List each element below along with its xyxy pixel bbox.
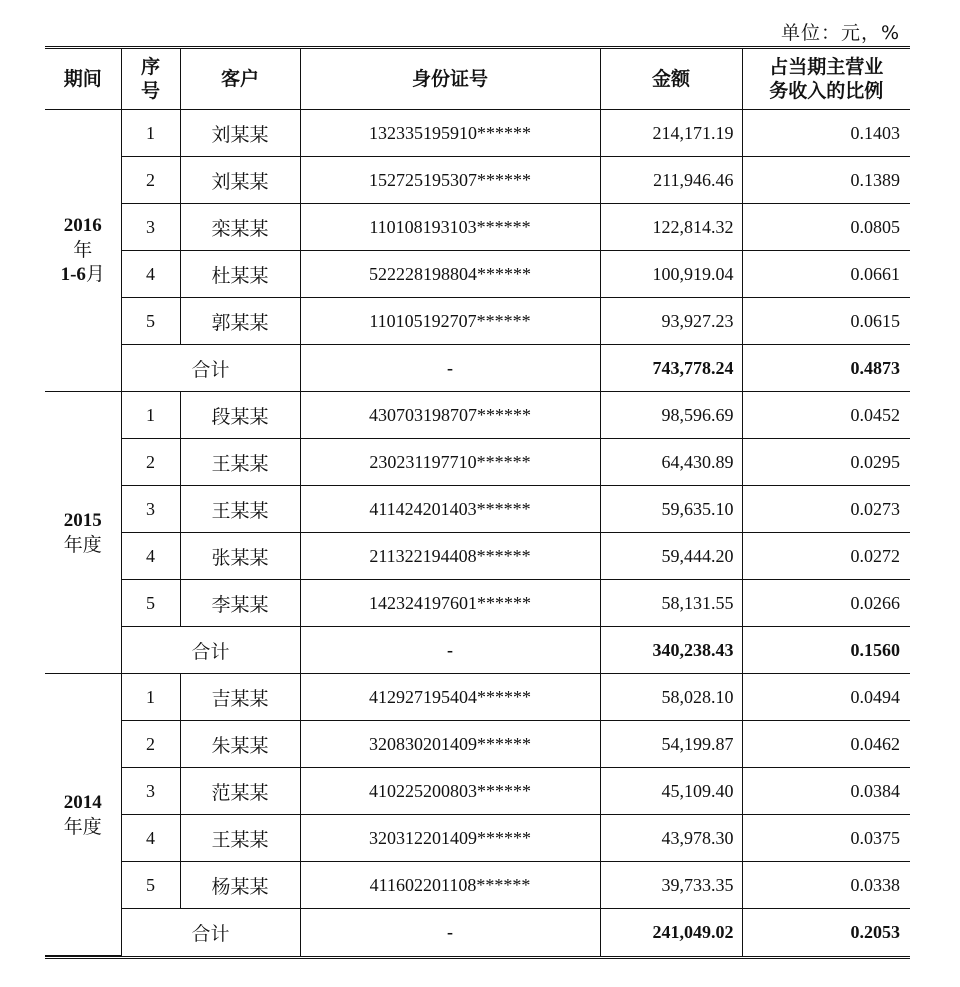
table-row bbox=[45, 110, 910, 157]
customer-name: 段某某 bbox=[180, 392, 300, 439]
ratio: 0.0805 bbox=[742, 204, 910, 251]
amount: 58,131.55 bbox=[600, 580, 742, 627]
period-year-suffix: 年 bbox=[73, 239, 93, 261]
amount: 214,171.19 bbox=[600, 110, 742, 157]
ratio: 0.0295 bbox=[742, 439, 910, 486]
table-row bbox=[45, 392, 910, 439]
header-index bbox=[121, 49, 180, 110]
amount: 43,978.30 bbox=[600, 815, 742, 862]
id-number: 132335195910****** bbox=[300, 110, 600, 157]
amount: 54,199.87 bbox=[600, 721, 742, 768]
total-label: 合计 bbox=[121, 627, 300, 674]
row-index: 3 bbox=[121, 204, 180, 251]
total-amount: 241,049.02 bbox=[600, 909, 742, 956]
amount: 211,946.46 bbox=[600, 157, 742, 204]
ratio: 0.0384 bbox=[742, 768, 910, 815]
total-ratio: 0.1560 bbox=[742, 627, 910, 674]
customer-name: 杜某某 bbox=[180, 251, 300, 298]
total-id-placeholder: - bbox=[300, 345, 600, 392]
id-number: 152725195307****** bbox=[300, 157, 600, 204]
id-number: 142324197601****** bbox=[300, 580, 600, 627]
table-row bbox=[45, 580, 910, 627]
customer-name: 李某某 bbox=[180, 580, 300, 627]
total-ratio: 0.4873 bbox=[742, 345, 910, 392]
ratio: 0.0272 bbox=[742, 533, 910, 580]
period-cell-2016h1 bbox=[45, 110, 121, 392]
customer-name: 刘某某 bbox=[180, 157, 300, 204]
header-ratio-line1: 占当期主营业 bbox=[769, 56, 884, 78]
id-number: 211322194408****** bbox=[300, 533, 600, 580]
row-index: 4 bbox=[121, 251, 180, 298]
amount: 59,635.10 bbox=[600, 486, 742, 533]
amount: 93,927.23 bbox=[600, 298, 742, 345]
amount: 45,109.40 bbox=[600, 768, 742, 815]
id-number: 320312201409****** bbox=[300, 815, 600, 862]
ratio: 0.1403 bbox=[742, 110, 910, 157]
top-customers-table bbox=[45, 49, 910, 956]
amount: 100,919.04 bbox=[600, 251, 742, 298]
header-index-top: 序 bbox=[140, 56, 160, 78]
row-index: 1 bbox=[121, 392, 180, 439]
table-row bbox=[45, 251, 910, 298]
customer-name: 王某某 bbox=[180, 815, 300, 862]
customer-name: 刘某某 bbox=[180, 110, 300, 157]
row-index: 1 bbox=[121, 110, 180, 157]
table-row bbox=[45, 862, 910, 909]
total-row bbox=[45, 345, 910, 392]
ratio: 0.0375 bbox=[742, 815, 910, 862]
ratio: 0.0615 bbox=[742, 298, 910, 345]
header-id-number: 身份证号 bbox=[300, 49, 600, 110]
total-id-placeholder: - bbox=[300, 627, 600, 674]
customer-name: 栾某某 bbox=[180, 204, 300, 251]
table-row bbox=[45, 533, 910, 580]
row-index: 5 bbox=[121, 862, 180, 909]
table-row bbox=[45, 204, 910, 251]
id-number: 320830201409****** bbox=[300, 721, 600, 768]
period-cell-2014 bbox=[45, 674, 121, 956]
total-ratio: 0.2053 bbox=[742, 909, 910, 956]
header-amount: 金额 bbox=[600, 49, 742, 110]
row-index: 3 bbox=[121, 768, 180, 815]
table-row bbox=[45, 157, 910, 204]
row-index: 5 bbox=[121, 580, 180, 627]
row-index: 3 bbox=[121, 486, 180, 533]
row-index: 1 bbox=[121, 674, 180, 721]
header-ratio bbox=[742, 49, 910, 110]
id-number: 411602201108****** bbox=[300, 862, 600, 909]
total-row bbox=[45, 627, 910, 674]
period-year-suffix: 年度 bbox=[63, 815, 102, 838]
header-period: 期间 bbox=[45, 49, 121, 110]
amount: 59,444.20 bbox=[600, 533, 742, 580]
id-number: 110108193103****** bbox=[300, 204, 600, 251]
ratio: 0.1389 bbox=[742, 157, 910, 204]
period-year: 2015 bbox=[63, 509, 102, 531]
customer-name: 范某某 bbox=[180, 768, 300, 815]
table-row bbox=[45, 439, 910, 486]
header-row bbox=[45, 49, 910, 110]
total-amount: 743,778.24 bbox=[600, 345, 742, 392]
id-number: 411424201403****** bbox=[300, 486, 600, 533]
row-index: 4 bbox=[121, 815, 180, 862]
period-year-suffix: 年度 bbox=[63, 533, 102, 556]
ratio: 0.0462 bbox=[742, 721, 910, 768]
ratio: 0.0452 bbox=[742, 392, 910, 439]
id-number: 430703198707****** bbox=[300, 392, 600, 439]
amount: 58,028.10 bbox=[600, 674, 742, 721]
amount: 64,430.89 bbox=[600, 439, 742, 486]
row-index: 5 bbox=[121, 298, 180, 345]
table-row bbox=[45, 721, 910, 768]
customer-table-frame bbox=[45, 46, 910, 959]
table-row bbox=[45, 815, 910, 862]
customer-name: 王某某 bbox=[180, 486, 300, 533]
total-id-placeholder: - bbox=[300, 909, 600, 956]
unit-label: 单位：元，% bbox=[780, 22, 900, 44]
id-number: 522228198804****** bbox=[300, 251, 600, 298]
id-number: 410225200803****** bbox=[300, 768, 600, 815]
amount: 39,733.35 bbox=[600, 862, 742, 909]
amount: 98,596.69 bbox=[600, 392, 742, 439]
period-year: 2016 bbox=[63, 215, 102, 236]
customer-name: 吉某某 bbox=[180, 674, 300, 721]
amount: 122,814.32 bbox=[600, 204, 742, 251]
period-year: 2014 bbox=[63, 791, 102, 813]
ratio: 0.0338 bbox=[742, 862, 910, 909]
total-label: 合计 bbox=[121, 345, 300, 392]
row-index: 2 bbox=[121, 157, 180, 204]
total-row bbox=[45, 909, 910, 956]
header-customer: 客户 bbox=[180, 49, 300, 110]
table-row bbox=[45, 768, 910, 815]
total-amount: 340,238.43 bbox=[600, 627, 742, 674]
customer-name: 王某某 bbox=[180, 439, 300, 486]
customer-name: 朱某某 bbox=[180, 721, 300, 768]
table-row bbox=[45, 486, 910, 533]
ratio: 0.0494 bbox=[742, 674, 910, 721]
period-cell-2015 bbox=[45, 392, 121, 674]
ratio: 0.0273 bbox=[742, 486, 910, 533]
customer-name: 张某某 bbox=[180, 533, 300, 580]
customer-name: 杨某某 bbox=[180, 862, 300, 909]
table-row bbox=[45, 298, 910, 345]
id-number: 412927195404****** bbox=[300, 674, 600, 721]
row-index: 4 bbox=[121, 533, 180, 580]
header-ratio-line2: 务收入的比例 bbox=[769, 80, 884, 102]
customer-name: 郭某某 bbox=[180, 298, 300, 345]
period-months: 1-6月 bbox=[60, 263, 105, 285]
id-number: 230231197710****** bbox=[300, 439, 600, 486]
id-number: 110105192707****** bbox=[300, 298, 600, 345]
total-label: 合计 bbox=[121, 909, 300, 956]
header-index-bottom: 号 bbox=[140, 80, 160, 102]
ratio: 0.0266 bbox=[742, 580, 910, 627]
ratio: 0.0661 bbox=[742, 251, 910, 298]
row-index: 2 bbox=[121, 721, 180, 768]
row-index: 2 bbox=[121, 439, 180, 486]
table-row bbox=[45, 674, 910, 721]
